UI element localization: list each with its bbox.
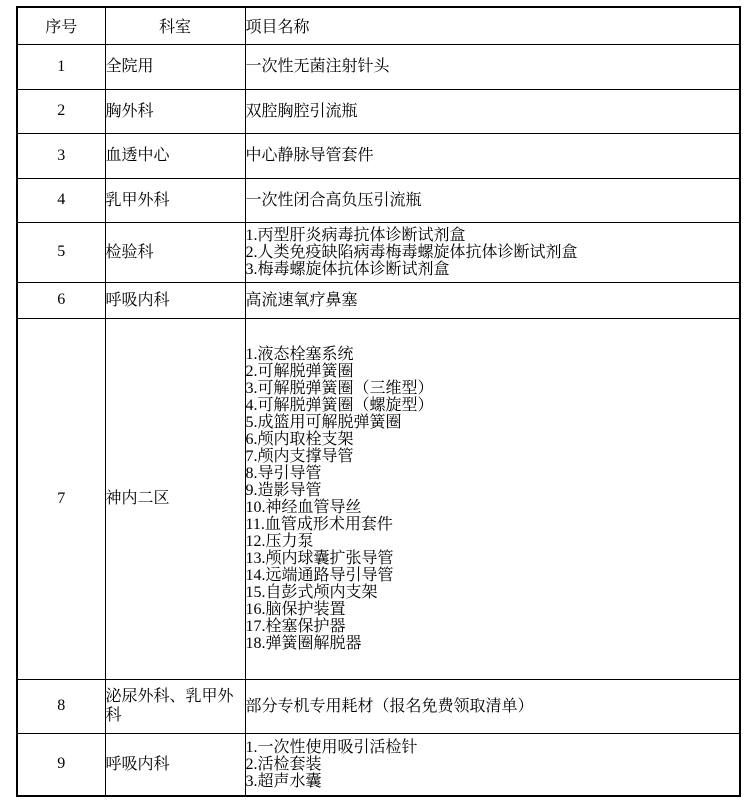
serial-number-cell: 4: [17, 178, 105, 222]
serial-number-cell: 8: [17, 679, 105, 733]
procurement-table-container: [16, 6, 739, 797]
header-project-name: 项目名称: [245, 7, 740, 44]
project-name-cell: 一次性无菌注射针头: [245, 44, 740, 89]
department-cell: 泌尿外科、乳甲外科: [105, 679, 245, 733]
project-name-cell: 高流速氧疗鼻塞: [245, 282, 740, 318]
serial-number-cell: 2: [17, 89, 105, 133]
department-cell: 全院用: [105, 44, 245, 89]
table-header-row: [17, 7, 740, 44]
serial-number-cell: 7: [17, 318, 105, 679]
department-cell: 乳甲外科: [105, 178, 245, 222]
department-cell: 胸外科: [105, 89, 245, 133]
department-cell: 呼吸内科: [105, 282, 245, 318]
procurement-table: [16, 6, 741, 797]
project-name-cell: 一次性闭合高负压引流瓶: [245, 178, 740, 222]
project-name-cell: 1.液态栓塞系统 2.可解脱弹簧圈 3.可解脱弹簧圈（三维型） 4.可解脱弹簧圈（螺旋型） 5.成篮用可解脱弹簧圈 6.颅内取栓支架 7.颅内支撑导管 8.导引导管 9.造影导管 10.神经血管导丝 11.血管成形术用套件 12.压力泵 13.颅内球囊扩张导管 14.远端通路导引导管 15.自彭式颅内支架 16.脑保护装置 17.栓塞保护器 18.弹簧圈解脱器: [245, 318, 740, 679]
table-row: [17, 178, 740, 222]
table-row: [17, 89, 740, 133]
serial-number-cell: 3: [17, 133, 105, 178]
table-row: [17, 222, 740, 282]
header-department: 科室: [105, 7, 245, 44]
department-cell: 神内二区: [105, 318, 245, 679]
department-cell: 呼吸内科: [105, 733, 245, 796]
table-row: [17, 679, 740, 733]
table-row: [17, 44, 740, 89]
department-cell: 检验科: [105, 222, 245, 282]
serial-number-cell: 6: [17, 282, 105, 318]
serial-number-cell: 9: [17, 733, 105, 796]
table-row: [17, 318, 740, 679]
table-row: [17, 733, 740, 796]
project-name-cell: 1.一次性使用吸引活检针 2.活检套装 3.超声水囊: [245, 733, 740, 796]
project-name-cell: 1.丙型肝炎病毒抗体诊断试剂盒 2.人类免疫缺陷病毒梅毒螺旋体抗体诊断试剂盒 3.梅毒螺旋体抗体诊断试剂盒: [245, 222, 740, 282]
header-serial-number: 序号: [17, 7, 105, 44]
project-name-cell: 双腔胸腔引流瓶: [245, 89, 740, 133]
serial-number-cell: 5: [17, 222, 105, 282]
department-cell: 血透中心: [105, 133, 245, 178]
table-row: [17, 282, 740, 318]
table-row: [17, 133, 740, 178]
project-name-cell: 部分专机专用耗材（报名免费领取清单）: [245, 679, 740, 733]
project-name-cell: 中心静脉导管套件: [245, 133, 740, 178]
serial-number-cell: 1: [17, 44, 105, 89]
